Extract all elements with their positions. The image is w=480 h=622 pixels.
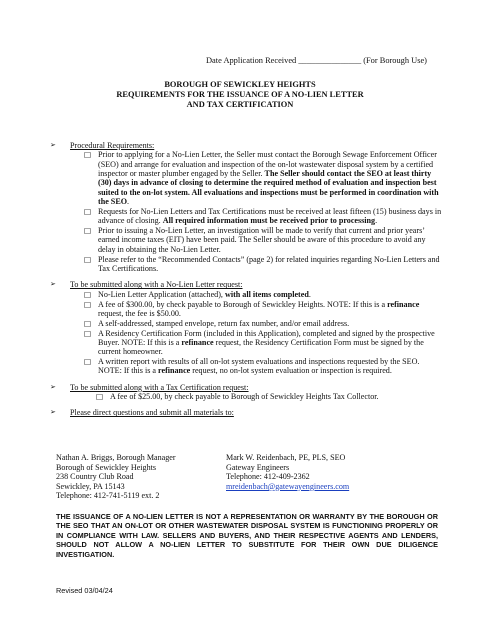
- item-text: A self-addressed, stamped envelope, return fax number, and/or email address.: [98, 318, 350, 328]
- borough-contact: [56, 453, 176, 501]
- arrow-bullet-icon: ➢: [50, 280, 56, 289]
- procedural-heading-text: Procedural Requirements:: [70, 141, 155, 150]
- requirement-item: [96, 392, 442, 401]
- requirement-item: [84, 300, 442, 319]
- questions-heading: [50, 408, 442, 417]
- arrow-bullet-icon: ➢: [50, 141, 56, 149]
- requirement-item: [84, 226, 442, 254]
- checkbox-icon: □: [84, 357, 92, 367]
- item-text: .: [308, 289, 311, 299]
- item-text: .: [375, 216, 378, 226]
- item-text: Prior to issuing a No-Lien Letter, an investigation will be made to verify that current and prior years’ earned income taxes (EIT) have been paid. The Seller should be aware of this procedure to avoid any delay in obtaining the No-Lien Letter.: [98, 226, 426, 254]
- item-text: request, no on-lot system evaluation or inspection is required.: [190, 366, 392, 376]
- checkbox-icon: □: [84, 299, 92, 309]
- checkbox-icon: □: [84, 254, 92, 264]
- revision-date: Revised 03/04/24: [56, 586, 113, 595]
- procedural-list: [50, 150, 442, 273]
- questions-heading-text: Please direct questions and submit all materials to:: [70, 408, 234, 418]
- item-text: Requests for No-Lien Letters and Tax Certifications must be received at least fifteen (15) business days in advance of closing.: [98, 206, 442, 226]
- requirement-item: [84, 329, 442, 357]
- no-lien-heading: [50, 280, 442, 289]
- header-line-3: AND TAX CERTIFICATION: [186, 100, 294, 110]
- seo-email-link[interactable]: mreidenbach@gatewayengineers.com: [226, 481, 350, 491]
- contact-line: Telephone: 412-409-2362: [226, 472, 310, 482]
- header-line-1: BOROUGH OF SEWICKLEY HEIGHTS: [164, 80, 316, 89]
- no-lien-list: [50, 290, 442, 376]
- checkbox-icon: □: [84, 150, 92, 160]
- tax-cert-heading-text: To be submitted along with a Tax Certification request:: [70, 382, 249, 392]
- no-lien-section: [50, 280, 442, 375]
- questions-section: [50, 408, 442, 417]
- item-text: request, the fee is $50.00.: [98, 308, 181, 318]
- no-lien-heading-text: To be submitted along with a No-Lien Letter request:: [70, 280, 243, 290]
- tax-cert-list: [50, 392, 442, 401]
- requirement-item: [84, 319, 442, 328]
- item-text: .: [127, 197, 130, 207]
- emphasis-text: refinance: [181, 337, 214, 347]
- tax-cert-heading: [50, 383, 442, 392]
- contact-line: Borough of Sewickley Heights: [56, 462, 157, 472]
- requirement-item: [84, 150, 442, 206]
- arrow-bullet-icon: ➢: [50, 408, 56, 417]
- checkbox-icon: □: [84, 226, 92, 236]
- disclaimer-text: THE ISSUANCE OF A NO-LIEN LETTER IS NOT A REPRESENTATION OR WARRANTY BY THE BOROUGH OR THE SEO THAT AN ON-LOT OR OTHER WASTEWATER DISPOSAL SYSTEM IS FUNCTIONING PROPERLY OR IN COMPLIANCE WITH LAW. SELLERS AND BUYERS, AND THEIR RESPECTIVE AGENTS AND LENDERS, SHOULD NOT ALLOW A NO-LIEN LETTER TO SUBSTITUTE FOR THEIR OWN DUE DILIGENCE INVESTIGATION.: [56, 512, 438, 559]
- contact-line: Nathan A. Briggs, Borough Manager: [56, 453, 176, 462]
- checkbox-icon: □: [84, 318, 92, 328]
- item-text: A fee of $25.00, by check payable to Borough of Sewickley Heights Tax Collector.: [110, 392, 379, 402]
- procedural-heading: [50, 141, 442, 150]
- requirement-item: [84, 207, 442, 226]
- tax-cert-section: [50, 383, 442, 402]
- item-text: request, the Residency Certification Form must be signed by the current homeowner.: [98, 337, 424, 357]
- requirement-item: [84, 357, 442, 376]
- item-text: A Residency Certification Form (included in this Application), completed and signed by the prospective Buyer. NOTE: If this is a: [98, 328, 435, 347]
- contact-line: Gateway Engineers: [226, 462, 290, 472]
- contact-line: 238 Country Club Road: [56, 472, 134, 482]
- emphasis-text: All required information must be received prior to processing: [162, 216, 376, 226]
- procedural-section: [50, 141, 442, 273]
- item-text: No-Lien Letter Application (attached),: [98, 289, 225, 299]
- contact-line: Telephone: 412-741-5119 ext. 2: [56, 491, 160, 501]
- header-line-2: REQUIREMENTS FOR THE ISSUANCE OF A NO-LIEN LETTER: [116, 90, 364, 100]
- emphasis-text: The Seller should contact the SEO at least thirty (30) days in advance of closing to determine the required method of evaluation and inspection best suited to the on-lot system. All evaluations and inspections must be performed in coordination with the SEO: [98, 169, 439, 207]
- checkbox-icon: □: [84, 289, 92, 299]
- emphasis-text: refinance: [387, 299, 420, 309]
- checkbox-icon: □: [84, 328, 92, 338]
- item-text: A fee of $300.00, by check payable to Borough of Sewickley Heights. NOTE: If this is a: [98, 299, 388, 309]
- checkbox-icon: □: [96, 392, 104, 402]
- seo-contact: [226, 453, 349, 491]
- arrow-bullet-icon: ➢: [50, 382, 56, 391]
- requirement-item: [84, 255, 442, 274]
- requirement-item: [84, 290, 442, 299]
- requirements-content: [50, 141, 442, 425]
- item-text: Please refer to the “Recommended Contacts” (page 2) for related inquiries regarding No-Lien Letters and Tax Certifications.: [98, 254, 440, 273]
- item-text: A written report with results of all on-lot system evaluations and inspections requested by the SEO. NOTE: If this is a: [98, 357, 420, 376]
- item-text: Prior to applying for a No-Lien Letter, the Seller must contact the Borough Sewage Enforcement Officer (SEO) and arrange for evaluation and inspection of the on-lot wastewater disposal system by a certified inspector or master plumber engaged by the Seller.: [98, 150, 437, 179]
- document-header: [0, 80, 480, 111]
- contact-line: Mark W. Reidenbach, PE, PLS, SEO: [226, 453, 346, 462]
- emphasis-text: with all items completed: [224, 289, 309, 299]
- emphasis-text: refinance: [158, 366, 191, 376]
- contact-line: Sewickley, PA 15143: [56, 481, 125, 491]
- date-received-line: Date Application Received _______________ (For Borough Use): [206, 56, 427, 65]
- checkbox-icon: □: [84, 206, 92, 216]
